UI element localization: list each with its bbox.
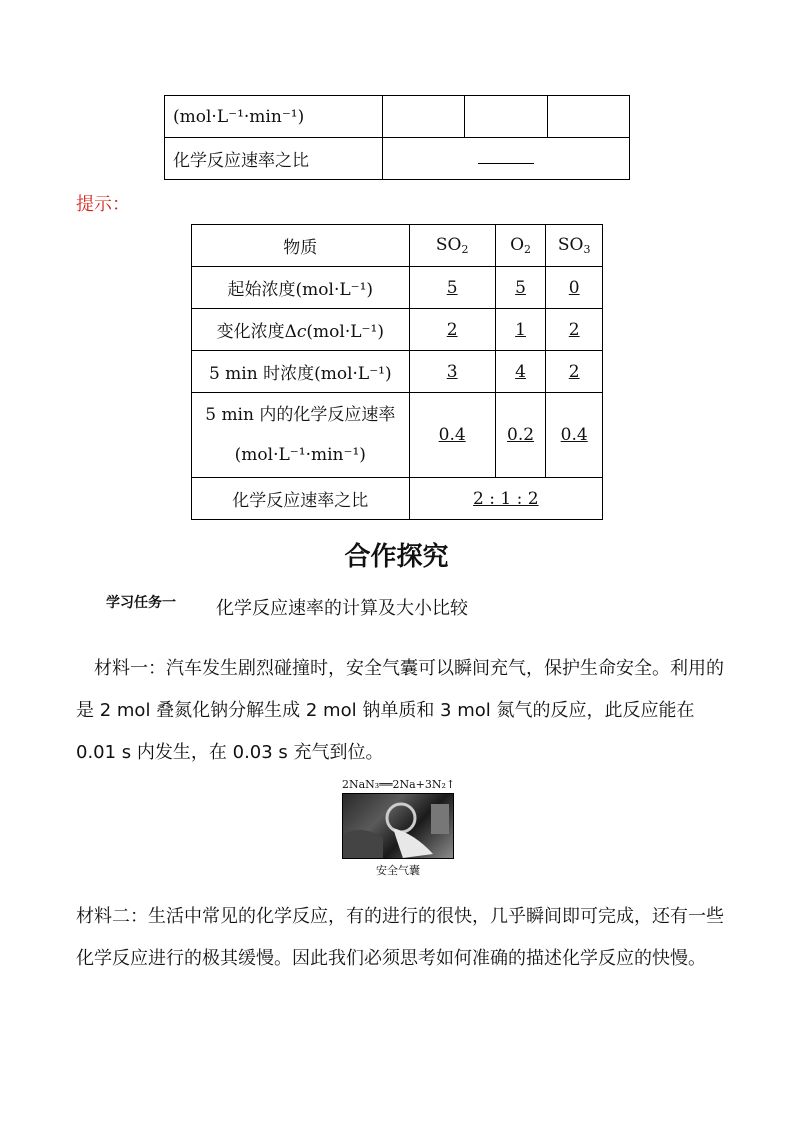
- row-label: 变化浓度Δc(mol·L⁻¹): [192, 309, 410, 351]
- table-cell: 0: [546, 267, 603, 309]
- header-substance: 物质: [192, 225, 410, 267]
- reaction-equation: 2NaN₃══2Na+3N₂↑: [342, 778, 456, 791]
- ratio-label: 化学反应速率之比: [165, 138, 383, 180]
- table-cell: [547, 96, 629, 138]
- task-label: 学习任务一: [106, 595, 176, 611]
- airbag-figure: [342, 778, 454, 878]
- airbag-photo-icon: [342, 793, 454, 859]
- fill-blank: [478, 149, 534, 164]
- table-cell: 4: [495, 351, 546, 393]
- table-cell: 2: [546, 351, 603, 393]
- table-row: [165, 138, 630, 180]
- partial-table: [164, 95, 630, 180]
- material-one-paragraph: 材料一：汽车发生剧烈碰撞时，安全气囊可以瞬间充气，保护生命安全。利用的是 2 mol 叠氮化钠分解生成 2 mol 钠单质和 3 mol 氮气的反应，此反应能在 0.01 s 内发生，在 0.03 s 充气到位。: [76, 658, 724, 763]
- figure-caption: 安全气囊: [376, 864, 420, 877]
- table-cell: 0.2: [495, 393, 546, 478]
- header-so3: $SO_3$: [546, 225, 603, 267]
- tip-label: 提示：: [76, 194, 130, 215]
- rate-unit-label: (mol·L⁻¹·min⁻¹): [165, 96, 383, 138]
- table-cell: 3: [409, 351, 495, 393]
- header-so2: $SO_2$: [409, 225, 495, 267]
- table-row: [192, 267, 603, 309]
- row-label: 起始浓度(mol·L⁻¹): [192, 267, 410, 309]
- table-row: [192, 351, 603, 393]
- material-two-paragraph: 材料二：生活中常见的化学反应，有的进行的很快，几乎瞬间即可完成，还有一些化学反应进行的极其缓慢。因此我们必须思考如何准确的描述化学反应的快慢。: [76, 906, 724, 969]
- row-label: 5 min 时浓度(mol·L⁻¹): [192, 351, 410, 393]
- table-row: [192, 309, 603, 351]
- header-o2: $O_2$: [495, 225, 546, 267]
- table-cell: 1: [495, 309, 546, 351]
- table-row: [165, 96, 630, 138]
- table-header-row: [192, 225, 603, 267]
- ratio-label: 化学反应速率之比: [192, 478, 410, 520]
- table-cell: [465, 96, 547, 138]
- answer-table: [191, 224, 603, 520]
- section-title: 合作探究: [344, 542, 449, 572]
- ratio-blank: [383, 138, 630, 180]
- table-cell: 0.4: [409, 393, 495, 478]
- table-cell: [383, 96, 465, 138]
- table-cell: 0.4: [546, 393, 603, 478]
- table-cell: 5: [495, 267, 546, 309]
- table-cell: 5: [409, 267, 495, 309]
- task-title: 化学反应速率的计算及大小比较: [216, 598, 468, 619]
- table-cell: 2: [409, 309, 495, 351]
- ratio-value: 2 : 1 : 2: [409, 478, 602, 520]
- table-row: [192, 393, 603, 478]
- table-row: [192, 478, 603, 520]
- table-cell: 2: [546, 309, 603, 351]
- row-label: 5 min 内的化学反应速率 (mol·L⁻¹·min⁻¹): [192, 393, 410, 478]
